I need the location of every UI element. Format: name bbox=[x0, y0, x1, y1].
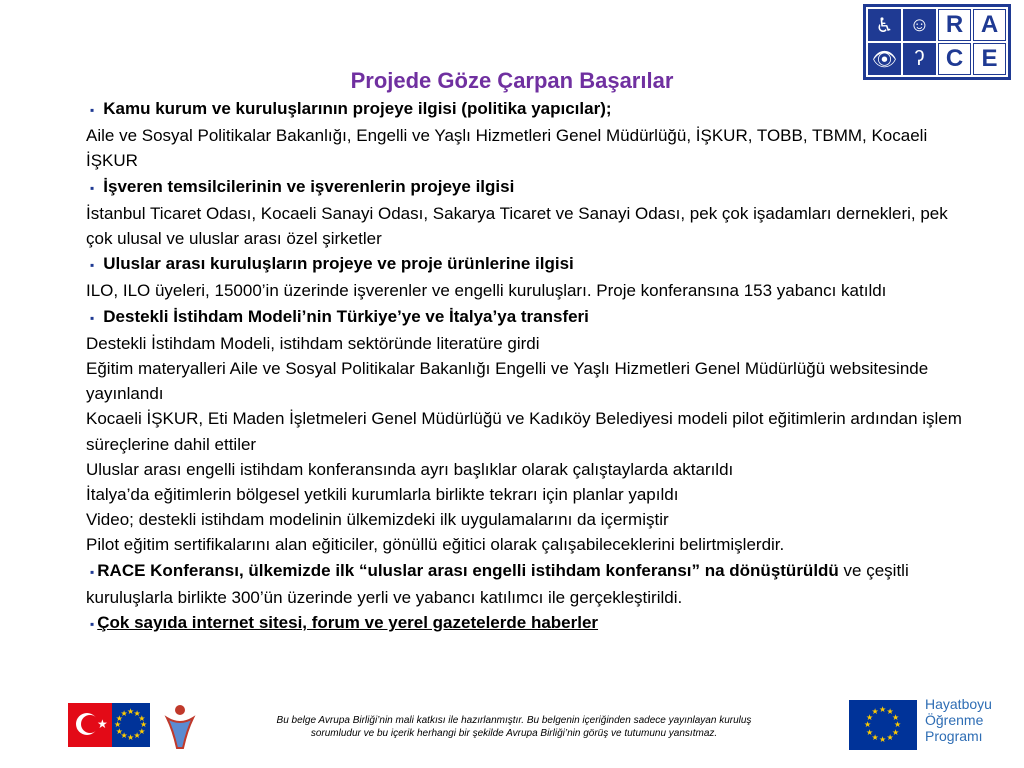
program-logo-line: Programı bbox=[925, 728, 983, 744]
page-title: Projede Göze Çarpan Başarılar bbox=[350, 68, 674, 93]
disclaimer-line: sorumludur ve bu içerik herhangi bir şekilde Avrupa Birliği’nin görüş ve tutumunu yansıtmaz. bbox=[310, 728, 718, 739]
eu-star-icon: ★ bbox=[127, 733, 135, 742]
race-bold-text: RACE Konferansı, ülkemizde ilk “uluslar arası engelli istihdam konferansı” na dönüştürüldü bbox=[97, 560, 839, 580]
eu-star-icon: ★ bbox=[864, 720, 872, 729]
eu-star-icon: ★ bbox=[127, 707, 135, 716]
eu-star-icon: ★ bbox=[866, 712, 874, 722]
section-heading bbox=[86, 610, 966, 637]
eu-star-icon: ★ bbox=[866, 727, 874, 737]
eu-star-icon: ★ bbox=[133, 731, 141, 741]
eu-star-icon: ★ bbox=[115, 713, 123, 723]
wheelchair-icon: ♿ bbox=[868, 9, 901, 41]
eu-flag-icon bbox=[112, 703, 150, 747]
disclaimer-line: Bu belge Avrupa Birliği’nin mali katkısı ile hazırlanmıştır. Bu belgenin içeriğinden sadece yayınlayan kuruluş bbox=[276, 715, 752, 726]
mask-face-icon: ☺ bbox=[903, 9, 936, 41]
eu-star-icon: ★ bbox=[891, 712, 900, 722]
section-line: Pilot eğitim sertifikalarını alan eğiticiler, gönüllü eğitici olarak çalışabileceklerini belirtmişlerdir. bbox=[86, 535, 785, 555]
eu-star-icon: ★ bbox=[138, 713, 146, 723]
eu-star-icon: ★ bbox=[120, 708, 128, 718]
section-line: ILO, ILO üyeleri, 15000’in üzerinde işverenler ve engelli kuruluşları. Proje konferansına 153 yabancı katıldı bbox=[86, 281, 887, 301]
eu-star-icon: ★ bbox=[871, 707, 879, 716]
section-heading bbox=[86, 96, 966, 123]
section-line: İtalya’da eğitimlerin bölgesel yetkili kurumlarla birlikte tekrarı için planlar yapıldı bbox=[86, 485, 679, 505]
eu-star-icon: ★ bbox=[140, 720, 148, 729]
section-line: Video; destekli istihdam modelinin ülkemizdeki ilk uygulamalarını da içermiştir bbox=[86, 510, 669, 530]
figure-logo-icon bbox=[163, 704, 197, 752]
eu-star-icon: ★ bbox=[871, 732, 879, 742]
bullet-icon: ▪ bbox=[90, 564, 95, 579]
section-line: Destekli İstihdam Modeli, istihdam sektöründe literatüre girdi bbox=[86, 333, 540, 353]
section-heading bbox=[86, 251, 966, 278]
heading-text: Uluslar arası kuruluşların projeye ve proje ürünlerine ilgisi bbox=[103, 254, 574, 274]
program-logo-line: Hayatboyu bbox=[925, 696, 992, 712]
bullet-icon: ▪ bbox=[90, 617, 95, 632]
race-conference-paragraph bbox=[86, 558, 966, 610]
section-heading bbox=[86, 304, 966, 331]
eu-star-icon: ★ bbox=[886, 732, 894, 742]
eu-star-icon: ★ bbox=[115, 726, 123, 736]
section-line: Eğitim materyalleri Aile ve Sosyal Politikalar Bakanlığı Engelli ve Yaşlı Hizmetleri Genel Müdürlüğü websitesinde yayınlandı bbox=[86, 359, 929, 404]
eu-star-icon: ★ bbox=[879, 705, 887, 714]
section-line: Kocaeli İŞKUR, Eti Maden İşletmeleri Genel Müdürlüğü ve Kadıköy Belediyesi modeli pilot eğitimlerin ardından işlem süreçlerine dahil ettiler bbox=[86, 409, 962, 454]
eu-flag-icon bbox=[849, 700, 917, 750]
eu-star-icon: ★ bbox=[120, 731, 128, 741]
eye-icon: 👁 bbox=[868, 43, 901, 75]
heading-text: Çok sayıda internet sitesi, forum ve yerel gazetelerde haberler bbox=[97, 613, 599, 633]
eu-star-icon: ★ bbox=[894, 720, 902, 729]
bullet-icon: ▪ bbox=[90, 258, 95, 273]
bullet-icon: ▪ bbox=[90, 180, 95, 195]
section-line: Aile ve Sosyal Politikalar Bakanlığı, Engelli ve Yaşlı Hizmetleri Genel Müdürlüğü, İŞKUR, TOBB, TBMM, Kocaeli İŞKUR bbox=[86, 126, 928, 171]
eu-star-icon: ★ bbox=[886, 707, 894, 716]
section-line: Uluslar arası engelli istihdam konferansında ayrı başlıklar olarak çalıştaylarda aktarıldı bbox=[86, 459, 734, 479]
eu-star-icon: ★ bbox=[133, 708, 141, 718]
section-heading bbox=[86, 174, 966, 201]
disclaimer-text bbox=[244, 714, 784, 740]
heading-text: İşveren temsilcilerinin ve işverenlerin projeye ilgisi bbox=[103, 176, 515, 196]
logo-letter-a: A bbox=[973, 9, 1006, 41]
content-body bbox=[86, 96, 966, 637]
heading-text: Kamu kurum ve kuruluşlarının projeye ilgisi (politika yapıcılar); bbox=[103, 99, 612, 118]
eu-star-icon: ★ bbox=[891, 727, 900, 737]
logo-letter-c: C bbox=[938, 43, 971, 75]
eu-star-icon: ★ bbox=[879, 735, 887, 744]
logo-letter-r: R bbox=[938, 9, 971, 41]
logo-letter-e: E bbox=[973, 43, 1006, 75]
bullet-icon: ▪ bbox=[90, 103, 95, 117]
program-logo-line: Öğrenme bbox=[925, 712, 984, 728]
section-line: İstanbul Ticaret Odası, Kocaeli Sanayi Odası, Sakarya Ticaret ve Sanayi Odası, pek çok işadamları dernekleri, pek çok ulusal ve uluslar arası özel şirketler bbox=[86, 203, 948, 249]
race-normal-text: ve çeşitli kuruluşlarla birlikte 300’ün üzerinde yerli ve yabancı katılımcı ile gerçekleştirildi. bbox=[86, 560, 909, 607]
ear-icon: ʔ bbox=[903, 43, 936, 75]
eu-star-icon: ★ bbox=[114, 720, 122, 729]
footer bbox=[0, 696, 1024, 768]
turkey-flag-icon: ★ bbox=[68, 703, 112, 747]
lifelong-learning-logo bbox=[849, 696, 999, 750]
bullet-icon: ▪ bbox=[90, 310, 95, 325]
eu-star-icon: ★ bbox=[138, 726, 146, 736]
heading-text: Destekli İstihdam Modeli’nin Türkiye’ye ve İtalya’ya transferi bbox=[103, 306, 589, 326]
